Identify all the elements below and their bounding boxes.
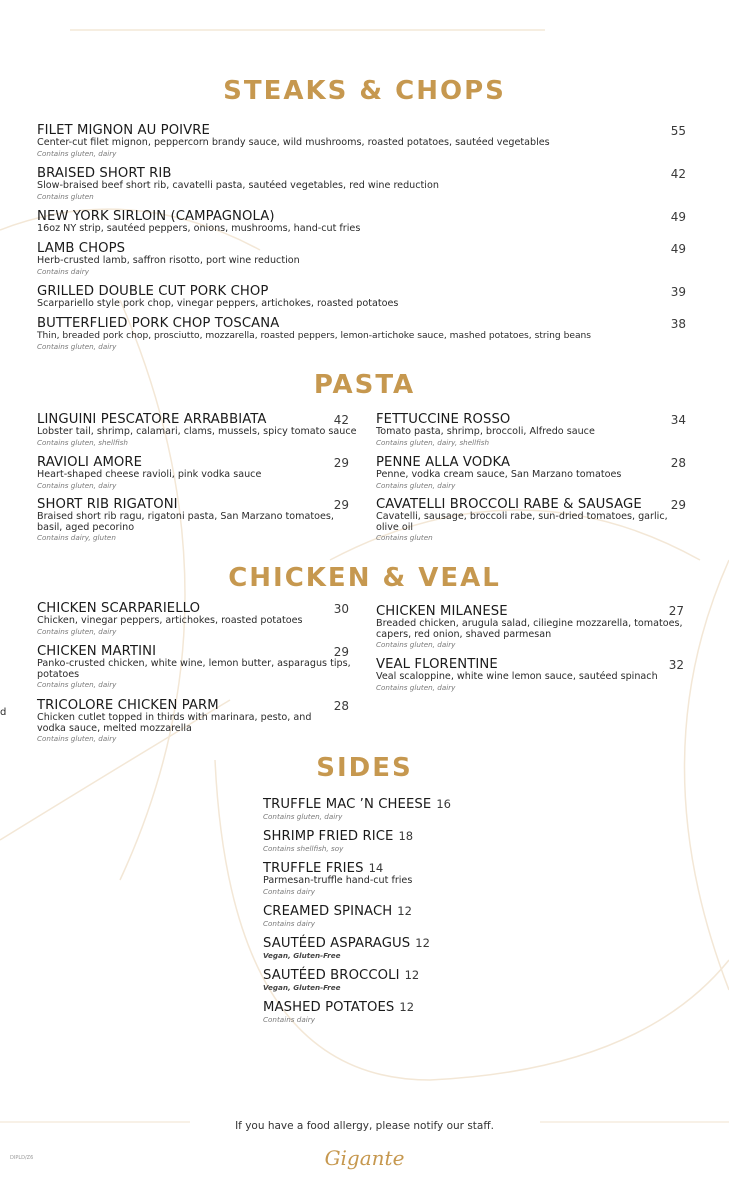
item-price: 49 xyxy=(670,242,686,256)
allergen-note: Contains gluten, shellfish xyxy=(37,437,128,447)
item-name: CHICKEN MARTINI xyxy=(37,644,157,659)
item-price: 28 xyxy=(670,456,686,470)
menu-item-side xyxy=(263,964,563,993)
item-price: 12 xyxy=(415,936,430,950)
item-description: Veal scaloppine, white wine lemon sauce, sautéed spinach xyxy=(376,671,658,682)
item-price: 29 xyxy=(670,498,686,512)
item-name: NEW YORK SIRLOIN (CAMPAGNOLA) xyxy=(37,209,275,224)
item-price: 29 xyxy=(333,645,349,659)
menu-item-side xyxy=(263,793,563,822)
item-name: FETTUCCINE ROSSO xyxy=(376,412,511,427)
allergen-note: Contains gluten, dairy xyxy=(37,341,117,351)
allergen-note: Contains dairy xyxy=(263,1015,315,1024)
item-price: 30 xyxy=(333,602,349,616)
item-price: 42 xyxy=(333,413,349,427)
allergen-note: Contains gluten, dairy xyxy=(376,640,456,649)
restaurant-logo: Gigante xyxy=(324,1146,405,1170)
item-description: Parmesan-truffle hand-cut fries xyxy=(263,875,413,886)
menu-item-side xyxy=(263,825,563,854)
menu-item-steak xyxy=(37,123,637,159)
item-price: 14 xyxy=(368,861,384,875)
item-name: SHORT RIB RIGATONI xyxy=(37,497,178,512)
item-description: Thin, breaded pork chop, prosciutto, mozzarella, roasted peppers, lemon-artichoke sauce, mashed potatoes, string beans xyxy=(37,331,592,341)
allergy-notice: If you have a food allergy, please notify our staff. xyxy=(235,1120,494,1132)
item-name: PENNE ALLA VODKA xyxy=(376,455,511,470)
item-price: 32 xyxy=(668,658,684,672)
allergen-note: Contains gluten, dairy xyxy=(37,148,117,158)
item-name: VEAL FLORENTINE xyxy=(376,657,498,672)
item-price: 49 xyxy=(670,210,686,224)
item-name: FILET MIGNON AU POIVRE xyxy=(37,123,210,138)
menu-item-steak xyxy=(37,241,637,277)
item-name: CAVATELLI BROCCOLI RABE & SAUSAGE xyxy=(376,497,642,512)
item-description: Chicken cutlet topped in thirds with marinara, pesto, and vodka sauce, melted mozzarella xyxy=(37,712,312,734)
item-description: Chicken, vinegar peppers, artichokes, roasted potatoes xyxy=(37,615,303,626)
section-title-sides: SIDES xyxy=(316,753,413,783)
item-price: 12 xyxy=(399,1000,415,1014)
item-description: 16oz NY strip, sautéed peppers, onions, mushrooms, hand-cut fries xyxy=(37,223,361,234)
item-price: 12 xyxy=(397,904,412,918)
item-name: SAUTÉED ASPARAGUS xyxy=(263,936,411,951)
menu-item-steak xyxy=(37,316,677,352)
item-description: Lobster tail, shrimp, calamari, clams, mussels, spicy tomato sauce xyxy=(37,426,357,437)
item-description: Slow-braised beef short rib, cavatelli pasta, sautéed vegetables, red wine reduction xyxy=(37,180,439,191)
menu-item-steak xyxy=(37,209,637,235)
item-description: Breaded chicken, arugula salad, ciliegine mozzarella, tomatoes, capers, red onion, shaved parmesan xyxy=(376,618,683,640)
print-code: DIPLD/Z6 xyxy=(10,1155,34,1161)
item-description: Scarpariello style pork chop, vinegar peppers, artichokes, roasted potatoes xyxy=(37,298,399,309)
item-name: LAMB CHOPS xyxy=(37,241,126,256)
allergen-note: Contains gluten, dairy xyxy=(37,480,117,490)
menu-item-side xyxy=(263,996,563,1025)
menu-item-chicken xyxy=(37,698,337,744)
item-description: Cavatelli, sausage, broccoli rabe, sun-dried tomatoes, garlic, olive oil xyxy=(376,511,668,533)
section-title-steaks: STEAKS & CHOPS xyxy=(223,76,506,106)
allergen-note: Contains dairy xyxy=(37,266,89,276)
menu-item-chicken xyxy=(37,644,352,690)
item-name: TRUFFLE MAC ’N CHEESE xyxy=(263,797,432,812)
item-name: SAUTÉED BROCCOLI xyxy=(263,968,400,983)
item-name: CREAMED SPINACH xyxy=(263,904,393,919)
allergen-note: Contains dairy xyxy=(263,886,315,896)
item-description: Panko-crusted chicken, white wine, lemon butter, asparagus tips, potatoes xyxy=(37,658,351,680)
item-description: Heart-shaped cheese ravioli, pink vodka sauce xyxy=(37,469,262,480)
menu-item-steak xyxy=(37,166,637,202)
item-name: TRUFFLE FRIES xyxy=(263,861,364,876)
item-description: Tomato pasta, shrimp, broccoli, Alfredo sauce xyxy=(376,426,595,437)
section-title-pasta: PASTA xyxy=(313,370,416,400)
item-name: LINGUINI PESCATORE ARRABBIATA xyxy=(37,412,267,427)
item-price: 12 xyxy=(404,968,420,982)
item-price: 29 xyxy=(333,498,349,512)
allergen-note: Contains gluten, dairy, shellfish xyxy=(376,437,490,447)
item-name: TRICOLORE CHICKEN PARM xyxy=(37,698,219,713)
item-price: 34 xyxy=(670,413,686,427)
item-name: CHICKEN SCARPARIELLO xyxy=(37,601,201,616)
item-price: 29 xyxy=(333,456,349,470)
allergen-note: Contains gluten, dairy xyxy=(376,682,456,692)
dietary-note: Vegan, Gluten-Free xyxy=(263,983,341,992)
allergen-note: Contains dairy, gluten xyxy=(37,533,116,542)
item-name: BRAISED SHORT RIB xyxy=(37,166,172,181)
menu-item-side xyxy=(263,857,563,897)
allergen-note: Contains gluten, dairy xyxy=(263,812,343,821)
item-name: BUTTERFLIED PORK CHOP TOSCANA xyxy=(37,316,280,331)
item-price: 38 xyxy=(670,317,686,331)
menu-item-steak xyxy=(37,284,637,310)
item-price: 27 xyxy=(668,604,684,618)
allergen-note: Contains gluten xyxy=(376,533,433,542)
cut-off-text: d xyxy=(0,707,7,718)
section-title-chicken-veal: CHICKEN & VEAL xyxy=(228,563,501,593)
menu-item-pasta xyxy=(376,497,686,543)
item-name: SHRIMP FRIED RICE xyxy=(263,829,394,844)
item-description: Center-cut filet mignon, peppercorn brandy sauce, wild mushrooms, roasted potatoes, sautéed vegetables xyxy=(37,137,550,148)
item-price: 55 xyxy=(670,124,686,138)
item-description: Braised short rib ragu, rigatoni pasta, San Marzano tomatoes, basil, aged pecorino xyxy=(37,511,334,533)
allergen-note: Contains gluten, dairy xyxy=(37,734,117,743)
allergen-note: Contains shellfish, soy xyxy=(263,844,344,853)
menu-item-side xyxy=(263,932,563,961)
allergen-note: Contains gluten xyxy=(37,191,94,201)
item-name: RAVIOLI AMORE xyxy=(37,455,143,470)
item-name: CHICKEN MILANESE xyxy=(376,604,508,619)
item-price: 16 xyxy=(436,797,451,811)
dietary-note: Vegan, Gluten-Free xyxy=(263,951,341,960)
allergen-note: Contains gluten, dairy xyxy=(376,480,456,490)
item-price: 39 xyxy=(670,285,686,299)
item-price: 42 xyxy=(670,167,686,181)
item-price: 28 xyxy=(333,699,349,713)
item-name: GRILLED DOUBLE CUT PORK CHOP xyxy=(37,284,269,299)
allergen-note: Contains gluten, dairy xyxy=(37,680,117,689)
item-name: MASHED POTATOES xyxy=(263,1000,395,1015)
allergen-note: Contains gluten, dairy xyxy=(37,626,117,636)
item-price: 18 xyxy=(398,829,414,843)
item-description: Herb-crusted lamb, saffron risotto, port wine reduction xyxy=(37,255,300,266)
item-description: Penne, vodka cream sauce, San Marzano tomatoes xyxy=(376,469,622,480)
menu-item-side xyxy=(263,900,563,929)
allergen-note: Contains dairy xyxy=(263,919,315,928)
